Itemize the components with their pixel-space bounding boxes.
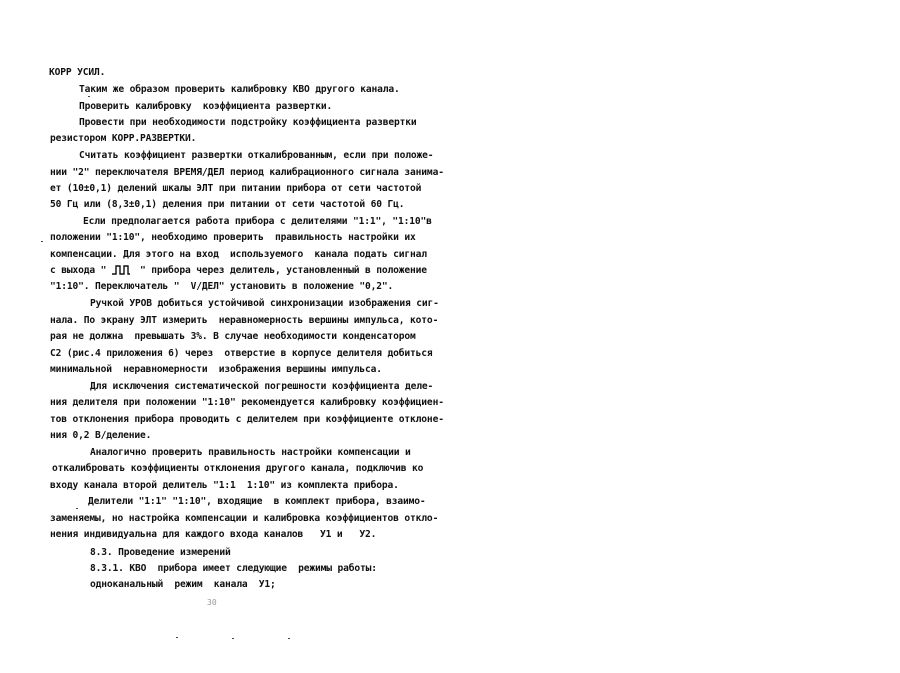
- text-line: 8.3. Проведение измерений: [90, 547, 231, 558]
- text-line: рая не должна превышать 3%. В случае необходимости конденсатором: [50, 331, 416, 342]
- text-line: Для исключения систематической погрешности коэффициента деле-: [90, 381, 434, 392]
- scan-speck: [232, 638, 234, 639]
- text-line: откалибровать коэффициенты отклонения другого канала, подключив ко: [52, 463, 424, 474]
- text-line: резистором КОРР.РАЗВЕРТКИ.: [50, 133, 197, 144]
- text-line: нии "2" переключателя ВРЕМЯ/ДЕЛ период калибрационного сигнала занима-: [50, 167, 444, 178]
- text-line: Ручкой УРОВ добиться устойчивой синхронизации изображения сиг-: [90, 298, 439, 309]
- text-line: 50 Гц или (8,3±0,1) деления при питании от сети частотой 60 Гц.: [50, 199, 405, 210]
- text-line: нала. По экрану ЭЛТ измерить неравномерность вершины импульса, кото-: [50, 315, 439, 326]
- text-line: Если предполагается работа прибора с делителями "1:1", "1:10"в: [83, 216, 432, 227]
- text-line: заменяемы, но настройка компенсации и калибровка коэффициентов откло-: [50, 513, 439, 524]
- text-line: Проверить калибровку коэффициента развертки.: [79, 101, 333, 112]
- text-line: Делители "1:1" "1:10", входящие в комплект прибора, взаимо-: [88, 496, 426, 507]
- text-line: нения индивидуальна для каждого входа каналов У1 и У2.: [50, 529, 377, 540]
- text-line: Таким же образом проверить калибровку КВО другого канала.: [79, 84, 400, 95]
- scan-speck: [88, 96, 90, 97]
- scan-speck: [176, 637, 178, 638]
- text-line: положении "1:10", необходимо проверить правильность настройки их: [50, 232, 416, 243]
- text-line: 8.3.1. КВО прибора имеет следующие режимы работы:: [90, 563, 377, 574]
- scan-speck: [76, 508, 78, 509]
- text-line: "1:10". Переключатель " V/ДЕЛ" установить в положение "0,2".: [50, 281, 394, 292]
- text-line: с выхода " " прибора через делитель, установленный в положение: [50, 265, 427, 276]
- text-line: Провести при необходимости подстройку коэффициента развертки: [79, 117, 417, 128]
- text-line: тов отклонения прибора проводить с делителем при коэффициенте отклоне-: [50, 414, 444, 425]
- text-line: ет (10±0,1) делений шкалы ЭЛТ при питании прибора от сети частотой: [50, 183, 422, 194]
- text-line: Считать коэффициент развертки откалиброванным, если при положе-: [79, 150, 434, 161]
- text-line: С2 (рис.4 приложения 6) через отверстие в корпусе делителя добиться: [50, 348, 433, 359]
- page-number: 30: [207, 598, 217, 607]
- text-line: компенсации. Для этого на вход используемого канала подать сигнал: [50, 249, 427, 260]
- text-line: Аналогично проверить правильность настройки компенсации и: [90, 447, 411, 458]
- text-line: входу канала второй делитель "1:1 1:10" из комплекта прибора.: [50, 480, 399, 491]
- text-line: одноканальный режим канала У1;: [90, 579, 276, 590]
- square-wave-icon: [111, 264, 131, 276]
- scan-speck: [288, 638, 290, 639]
- text-line: ния 0,2 В/деление.: [50, 430, 152, 441]
- scan-speck: [41, 241, 43, 242]
- text-line: КОРР УСИЛ.: [49, 67, 106, 78]
- text-line: минимальной неравномерности изображения вершины импульса.: [50, 364, 382, 375]
- text-line: ния делителя при положении "1:10" рекомендуется калибровку коэффициен-: [50, 397, 444, 408]
